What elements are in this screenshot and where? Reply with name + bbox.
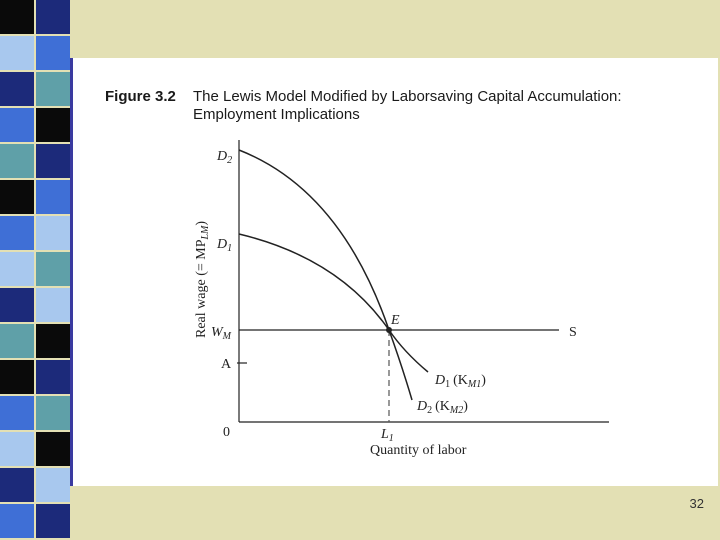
y-axis-label: Real wage (= $MP_{LM}$) <box>194 220 211 338</box>
figure-number: Figure 3.2 <box>105 88 176 105</box>
decorative-square <box>36 144 70 178</box>
d2-axis-label: $D_2$ <box>217 149 233 166</box>
wm-axis-label: $W_M$ <box>211 325 232 342</box>
decorative-square <box>36 396 70 430</box>
decorative-square <box>0 252 34 286</box>
decorative-square <box>0 468 34 502</box>
figure-title-line1: The Lewis Model Modified by Laborsaving Capital Accumulation: <box>193 88 622 105</box>
x-axis-label: Quantity of labor <box>370 443 467 458</box>
figure-card <box>70 58 718 486</box>
decorative-square <box>0 396 34 430</box>
decorative-square <box>0 0 34 34</box>
decorative-square <box>0 180 34 214</box>
decorative-square <box>36 36 70 70</box>
decorative-square <box>0 36 34 70</box>
l1-label: $L_1$ <box>381 427 394 444</box>
decorative-square <box>0 324 34 358</box>
decorative-square <box>36 324 70 358</box>
d1-demand-curve <box>239 234 428 372</box>
decorative-square <box>0 108 34 142</box>
decorative-square-strip <box>0 0 72 540</box>
decorative-square <box>36 432 70 466</box>
decorative-square <box>0 288 34 322</box>
lewis-model-diagram <box>73 58 720 486</box>
decorative-square <box>36 180 70 214</box>
decorative-square <box>0 504 34 538</box>
decorative-square <box>0 144 34 178</box>
decorative-square <box>36 504 70 538</box>
slide-number: 32 <box>689 496 704 511</box>
decorative-square <box>36 252 70 286</box>
s-label: S <box>569 325 577 340</box>
d1-axis-label: $D_1$ <box>217 237 233 254</box>
a-axis-label: A <box>221 357 232 372</box>
decorative-square <box>36 72 70 106</box>
decorative-square <box>36 216 70 250</box>
d2-demand-curve <box>239 150 412 400</box>
decorative-square <box>0 72 34 106</box>
decorative-square <box>0 360 34 394</box>
d2-curve-label: $D_2$ $(K_{M2})$ <box>417 399 468 416</box>
figure-title-line2: Employment Implications <box>193 106 360 123</box>
decorative-square <box>36 288 70 322</box>
d1-curve-label: $D_1$ $(K_{M1})$ <box>435 373 486 390</box>
decorative-square <box>36 360 70 394</box>
origin-label: 0 <box>223 425 230 440</box>
decorative-square <box>36 468 70 502</box>
decorative-square <box>0 216 34 250</box>
e-label: E <box>391 313 400 328</box>
decorative-square <box>36 0 70 34</box>
decorative-square <box>36 108 70 142</box>
decorative-square <box>0 432 34 466</box>
